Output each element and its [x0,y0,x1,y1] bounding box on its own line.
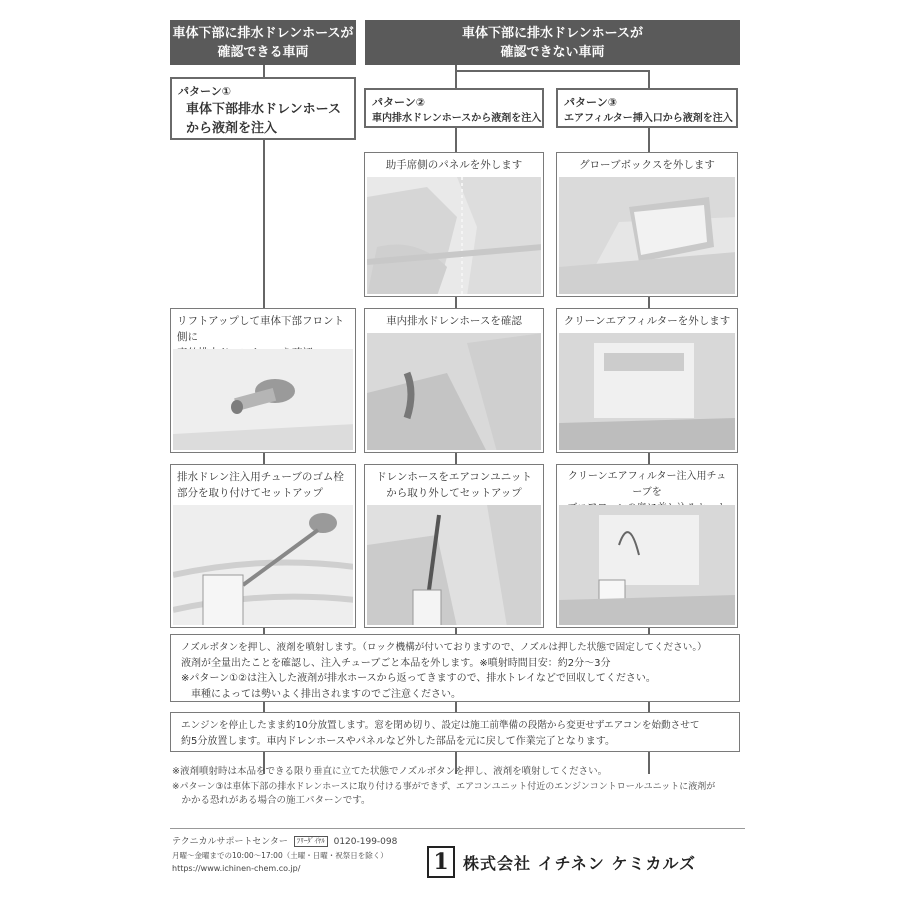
p3-step2-card [556,308,738,453]
pattern-2-title: パターン② [372,96,426,109]
pattern-3-desc: エアフィルター挿入口から液剤を注入 [564,113,733,124]
header-right-line1: 車体下部に排水ドレンホースが [461,26,644,41]
p1-step3-card [170,464,356,628]
pattern-3-title: パターン③ [564,96,618,109]
spray-line-1: ノズルボタンを押し、液剤を噴射します。（ロック機構が付いておりますので、ノズルは押した状態で固定してください。） [181,642,707,653]
p3-step1-photo [559,177,735,294]
header-left [170,20,356,65]
p2-step3-card [364,464,544,628]
p1-step3-photo [173,505,353,625]
footnotes [172,765,742,809]
p1-step3-caption-line1: 排水ドレン注入用チューブのゴム栓 [177,471,344,483]
company-name: 株式会社 イチネン ケミカルズ [463,853,697,873]
footnote-1: ※液剤噴射時は本品をできる限り垂直に立てた状態でノズルボタンを押し、液剤を噴射してください。 [172,766,608,777]
header-right-line2: 確認できない車両 [500,45,605,60]
p2-step1-caption: 助手席側のパネルを外します [385,159,523,171]
p2-step2-card [364,308,544,453]
pattern-2-box [364,88,544,128]
p3-step3-photo [559,505,735,625]
p2-step2-caption: 車内排水ドレンホースを確認 [386,315,522,327]
support-hours: 月曜～金曜までの10:00～17:00（土曜・日曜・祝祭日を除く） [172,851,388,860]
footer-divider [170,828,745,829]
support-info [172,836,422,875]
footnote-2: ※パターン③は車体下部の排水ドレンホースに取り付ける事ができず、エアコンユニット付近のエンジンコントロールユニットに液剤が [172,781,716,792]
p2-step3-caption-line1: ドレンホースをエアコンユニット [376,471,532,483]
header-left-line2: 確認できる車両 [217,45,309,60]
p3-step2-caption: クリーンエアフィルターを外します [563,315,731,327]
p1-step2-card [170,308,356,453]
support-phone-row [172,836,422,849]
header-left-line1: 車体下部に排水ドレンホースが [172,26,354,41]
free-dial-tag: ﾌﾘｰﾀﾞｲﾔﾙ [294,836,328,847]
pattern-1-title: パターン① [178,85,232,98]
support-phone: 0120-199-098 [333,837,398,847]
finish-line-2: 約5分放置します。車内ドレンホースやパネルなど外した部品を元に戻して作業完了となります。 [181,735,616,747]
p1-step2-caption-line1: リフトアップして車体下部フロント側に [177,315,344,343]
p1-step3-caption-line2: 部分を取り付けてセットアップ [177,487,323,499]
pattern-1-desc-line2: から液剤を注入 [186,121,278,136]
p3-step1-caption: グローブボックスを外します [579,159,715,171]
support-url[interactable]: https://www.ichinen-chem.co.jp/ [172,864,301,873]
p2-step1-photo [367,177,541,294]
p2-step3-photo [367,505,541,625]
p3-step3-card [556,464,738,628]
footnote-3: かかる恐れがある場合の施工パターンです。 [172,795,371,806]
p2-step3-caption-line2: から取り外してセットアップ [386,487,522,499]
p3-step3-caption-line1: クリーンエアフィルター注入用チューブを [567,471,727,498]
header-right [365,20,740,65]
finish-line-1: エンジンを停止したまま約10分放置します。窓を閉め切り、設定は施工前準備の段階から変更せずエアコンを始動させて [181,720,700,731]
p2-step1-card [364,152,544,297]
p1-step2-photo [173,349,353,450]
p3-step1-card [556,152,738,297]
pattern-2-desc: 車内排水ドレンホースから液剤を注入 [372,113,542,124]
company-logo-icon: 1 [427,846,455,878]
connector-split [455,70,649,72]
p3-step2-photo [559,333,735,450]
spray-line-4: 車種によっては勢いよく排出されますのでご注意ください。 [181,688,461,700]
pattern-1-box [170,77,356,140]
p2-step2-photo [367,333,541,450]
company-logo [427,843,739,881]
support-center-label: テクニカルサポートセンター [172,837,288,847]
pattern-3-box [556,88,738,128]
spray-line-3: ※パターン①②は注入した液剤が排水ホースから返ってきますので、排水トレイなどで回収してください。 [181,673,656,684]
spray-instructions [170,634,740,702]
finish-instructions [170,712,740,752]
pattern-1-desc-line1: 車体下部排水ドレンホース [186,102,342,117]
spray-line-2: 液剤が全量出たことを確認し、注入チューブごと本品を外します。※噴射時間目安：約2分～3分 [181,657,611,669]
